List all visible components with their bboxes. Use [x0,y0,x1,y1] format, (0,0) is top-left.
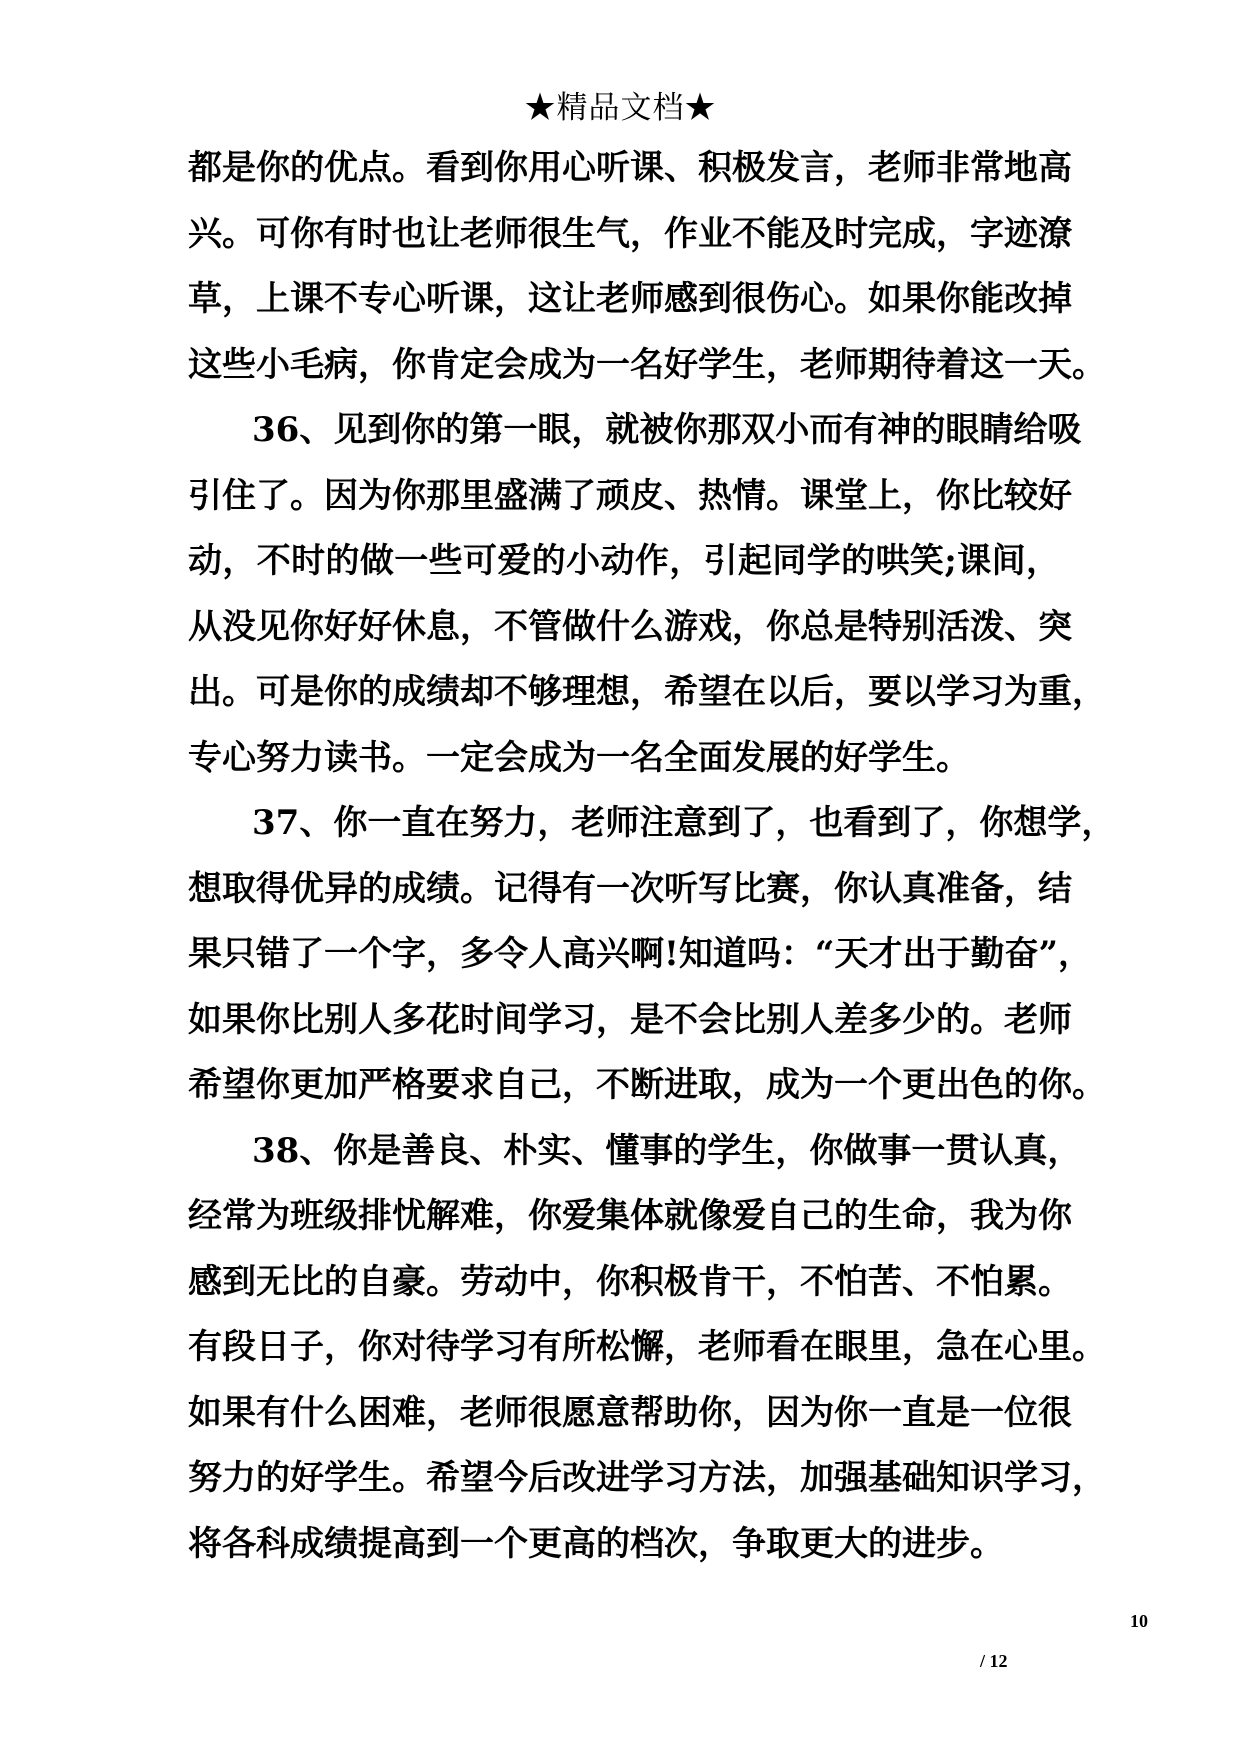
text-line: 希望你更加严格要求自己，不断进取，成为一个更出色的你。 [188,1065,1106,1105]
text-line: 都是你的优点。看到你用心听课、积极发言，老师非常地高 [188,148,1072,188]
text-line: 兴。可你有时也让老师很生气，作业不能及时完成，字迹潦 [188,213,1072,254]
text-line: 引住了。因为你那里盛满了顽皮、热情。课堂上，你比较好 [188,475,1072,516]
paragraph-37-start: 37、你一直在努力，老师注意到了，也看到了，你想学， [252,803,1116,843]
text-line: 出。可是你的成绩却不够理想，希望在以后，要以学习为重， [188,672,1106,712]
text-line: 这些小毛病，你肯定会成为一名好学生，老师期待着这一天。 [188,344,1106,385]
text-line: 想取得优异的成绩。记得有一次听写比赛，你认真准备，结 [188,868,1072,909]
text-line: 有段日子，你对待学习有所松懈，老师看在眼里，急在心里。 [188,1327,1106,1367]
paragraph-36-start: 36、见到你的第一眼，就被你那双小而有神的眼睛给吸 [252,410,1082,450]
text-line: 如果你比别人多花时间学习，是不会比别人差多少的。老师 [188,999,1072,1040]
document-body [188,136,1116,1577]
text-line: 如果有什么困难，老师很愿意帮助你，因为你一直是一位很 [188,1392,1072,1433]
text-line: 从没见你好好休息，不管做什么游戏，你总是特别活泼、突 [188,606,1072,647]
paragraph-38-start: 38、你是善良、朴实、懂事的学生，你做事一贯认真， [252,1130,1082,1171]
text-line: 经常为班级排忧解难，你爱集体就像爱自己的生命，我为你 [188,1196,1072,1236]
page-total: / 12 [980,1651,1008,1671]
text-line: 感到无比的自豪。劳动中，你积极肯干，不怕苦、不怕累。 [188,1261,1072,1302]
text-line: 草，上课不专心听课，这让老师感到很伤心。如果你能改掉 [188,279,1072,319]
text-line: 动，不时的做一些可爱的小动作，引起同学的哄笑;课间， [188,541,1060,581]
page-number: 10 [1130,1611,1148,1631]
text-line: 果只错了一个字，多令人高兴啊!知道吗：“天才出于勤奋”， [188,934,1093,974]
text-line: 努力的好学生。希望今后改进学习方法，加强基础知识学习， [188,1458,1106,1498]
text-line: 专心努力读书。一定会成为一名全面发展的好学生。 [188,737,970,778]
page-header-title: ★精品文档★ [524,90,717,126]
text-line: 将各科成绩提高到一个更高的档次，争取更大的进步。 [188,1523,1004,1564]
